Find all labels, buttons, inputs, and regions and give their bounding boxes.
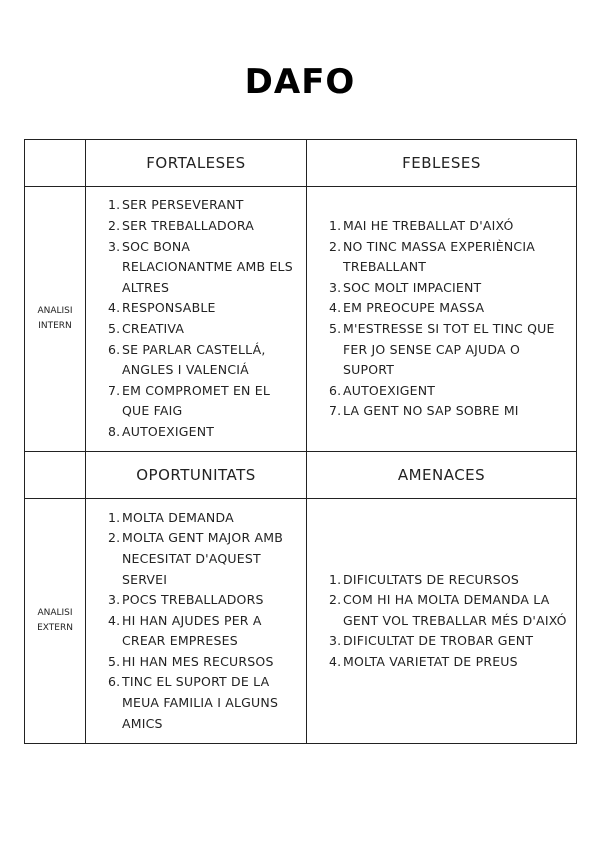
weaknesses-cell [307, 187, 577, 452]
list-item: CREATIVA [122, 321, 185, 336]
strengths-list [86, 195, 306, 442]
external-label-line1: ANALISI [37, 608, 73, 618]
page-title: DAFO [244, 62, 356, 102]
internal-label-line1: ANALISI [37, 306, 73, 316]
header-row-external [25, 452, 577, 499]
list-item: MAI HE TREBALLAT D'AIXÓ [343, 218, 514, 234]
internal-analysis-row [25, 187, 577, 452]
opportunities-list [86, 508, 306, 735]
list-item: TINC EL SUPORT DE LA MEUA FAMILIA I ALGUNS AMICS [122, 674, 279, 731]
list-item: COM HI HA MOLTA DEMANDA LA GENT VOL TREBALLAR MÉS D'AIXÓ [343, 592, 567, 628]
corner-cell-2 [25, 452, 86, 499]
external-analysis-label [25, 499, 86, 744]
external-analysis-row [25, 499, 577, 744]
threats-header: AMENACES [307, 452, 577, 499]
weaknesses-list [307, 216, 576, 422]
weaknesses-header: FEBLESES [307, 140, 577, 187]
strengths-header: FORTALESES [86, 140, 307, 187]
list-item: HI HAN MES RECURSOS [122, 653, 274, 669]
threats-cell [307, 499, 577, 744]
dafo-table [24, 139, 577, 744]
list-item: POCS TREBALLADORS [122, 592, 264, 608]
list-item: AUTOEXIGENT [122, 423, 215, 439]
list-item: MOLTA GENT MAJOR AMB NECESITAT D'AQUEST SERVEI [122, 530, 284, 587]
list-item: EM PREOCUPE MASSA [343, 300, 485, 316]
threats-list [307, 570, 576, 673]
list-item: RESPONSABLE [122, 300, 216, 316]
list-item: SOC BONA RELACIONANTME AMB ELS ALTRES [122, 238, 293, 295]
strengths-cell [86, 187, 307, 452]
list-item: NO TINC MASSA EXPERIÈNCIA TREBALLANT [343, 238, 535, 275]
list-item: EM COMPROMET EN EL QUE FAIG [122, 382, 271, 419]
list-item: AUTOEXIGENT [343, 382, 436, 398]
list-item: SE PARLAR CASTELLÁ, ANGLES I VALENCIÁ [122, 341, 266, 378]
list-item: HI HAN AJUDES PER A CREAR EMPRESES [122, 612, 262, 649]
external-label-line2: EXTERN [37, 623, 73, 633]
list-item: DIFICULTAT DE TROBAR GENT [343, 633, 534, 649]
list-item: LA GENT NO SAP SOBRE MI [343, 403, 519, 419]
internal-analysis-label [25, 187, 86, 452]
list-item: SER PERSEVERANT [122, 197, 244, 213]
opportunities-cell [86, 499, 307, 744]
corner-cell [25, 140, 86, 187]
header-row-internal [25, 140, 577, 187]
internal-label-line2: INTERN [38, 321, 72, 331]
list-item: MOLTA VARIETAT DE PREUS [343, 653, 518, 669]
list-item: SER TREBALLADORA [122, 218, 254, 234]
list-item: M'ESTRESSE SI TOT EL TINC QUE FER JO SENSE CAP AJUDA O SUPORT [343, 321, 555, 378]
opportunities-header: OPORTUNITATS [86, 452, 307, 499]
list-item: SOC MOLT IMPACIENT [343, 279, 482, 295]
list-item: DIFICULTATS DE RECURSOS [343, 571, 520, 587]
list-item: MOLTA DEMANDA [122, 509, 234, 525]
